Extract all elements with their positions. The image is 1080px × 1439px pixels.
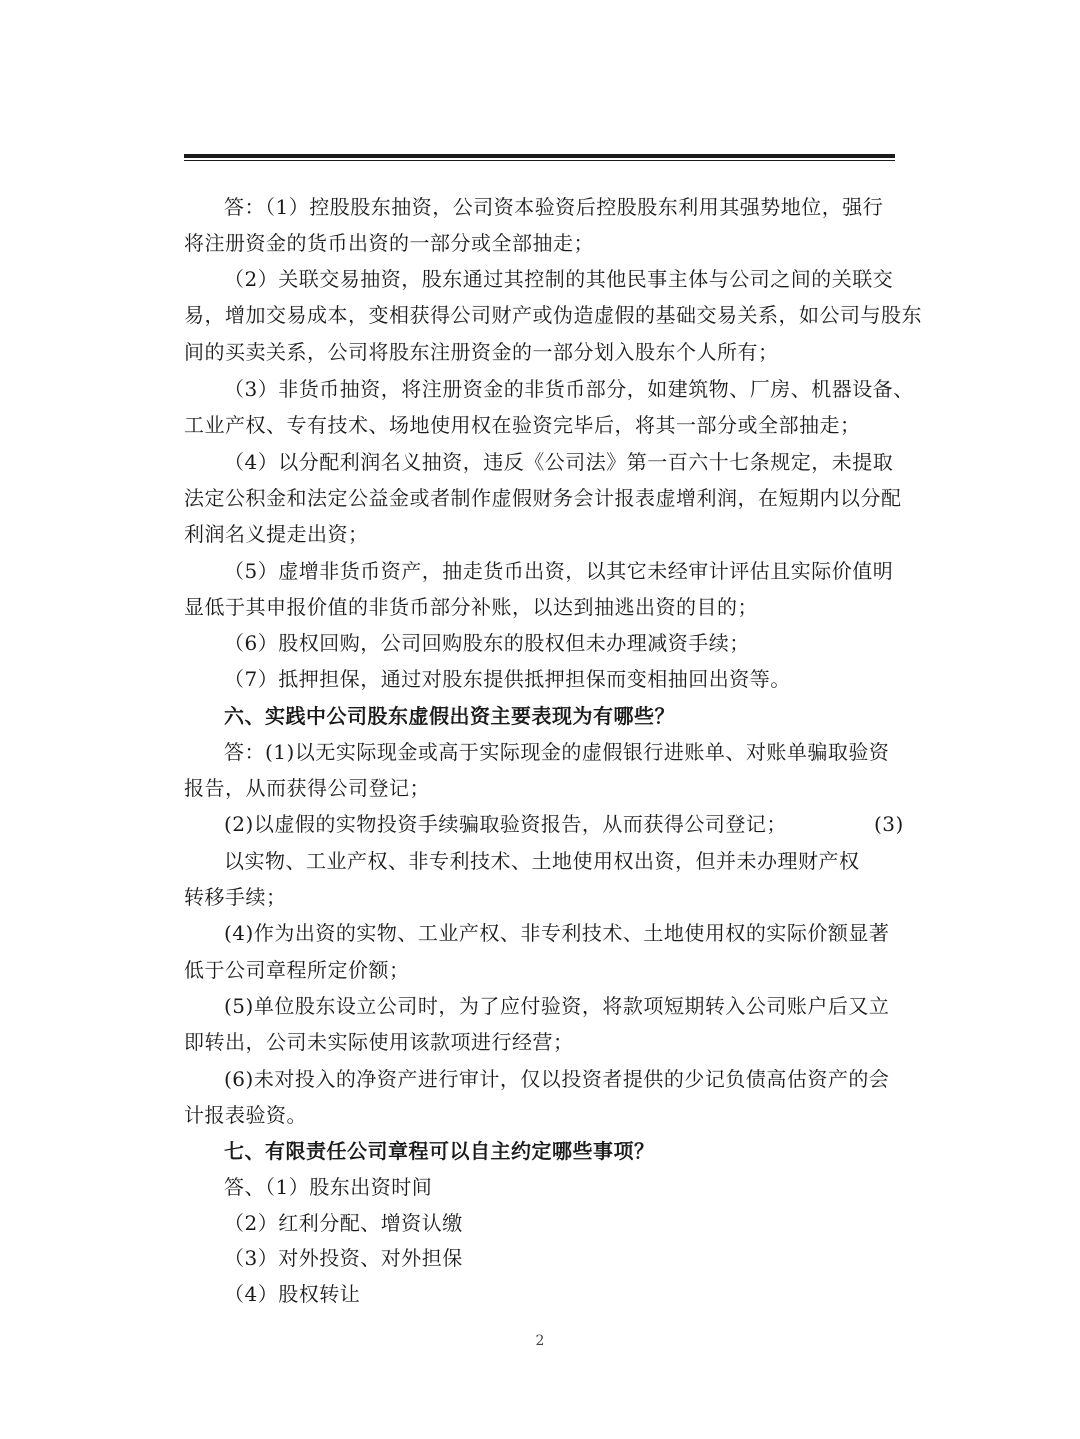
text-line: 转移手续； xyxy=(184,885,287,909)
text-line: 显低于其申报价值的非货币部分补账，以达到抽逃出资的目的； xyxy=(184,595,758,619)
header-rule-thin xyxy=(184,160,895,161)
text-line: （6）股权回购，公司回购股东的股权但未办理减资手续； xyxy=(224,631,750,655)
text-line: 以实物、工业产权、非专利技术、土地使用权出资，但并未办理财产权 xyxy=(224,849,860,873)
text-line: 将注册资金的货币出资的一部分或全部抽走； xyxy=(184,231,594,255)
text-line: (6)未对投入的净资产进行审计，仅以投资者提供的少记负债高估资产的会 xyxy=(224,1067,890,1091)
text-line: 答：(1)以无实际现金或高于实际现金的虚假银行进账单、对账单骗取验资 xyxy=(224,740,890,764)
text-line: 法定公积金和法定公益金或者制作虚假财务会计报表虚增利润，在短期内以分配 xyxy=(184,486,902,510)
text-line: （5）虚增非货币资产，抽走货币出资，以其它未经审计评估且实际价值明 xyxy=(224,559,894,583)
section-heading: 七、有限责任公司章程可以自主约定哪些事项？ xyxy=(224,1139,655,1163)
text-line: 易，增加交易成本，变相获得公司财产或伪造虚假的基础交易关系，如公司与股东 xyxy=(184,303,922,327)
text-line: （2）关联交易抽资，股东通过其控制的其他民事主体与公司之间的关联交 xyxy=(224,267,894,291)
text-line: 计报表验资。 xyxy=(184,1103,307,1127)
text-line: (4)作为出资的实物、工业产权、非专利技术、土地使用权的实际价额显著 xyxy=(224,921,890,945)
text-line: （3）非货币抽资，将注册资金的非货币部分，如建筑物、厂房、机器设备、 xyxy=(224,377,914,401)
text-line: 工业产权、专有技术、场地使用权在验资完毕后，将其一部分或全部抽走； xyxy=(184,413,861,437)
text-line: 利润名义提走出资； xyxy=(184,522,369,546)
text-line: 答、（1）股东出资时间 xyxy=(224,1175,433,1199)
text-line: 即转出，公司未实际使用该款项进行经营； xyxy=(184,1030,574,1054)
text-line: （3）对外投资、对外担保 xyxy=(224,1246,463,1270)
text-line: （7）抵押担保，通过对股东提供抵押担保而变相抽回出资等。 xyxy=(224,667,791,691)
text-line: 低于公司章程所定价额； xyxy=(184,958,410,982)
text-line: 答：（1）控股股东抽资，公司资本验资后控股股东利用其强势地位，强行 xyxy=(224,195,884,219)
text-line: （2）红利分配、增资认缴 xyxy=(224,1211,463,1235)
text-line: （4）股权转让 xyxy=(224,1282,361,1306)
text-line: (2)以虚假的实物投资手续骗取验资报告，从而获得公司登记； xyxy=(224,812,787,836)
text-line: 间的买卖关系，公司将股东注册资金的一部分划入股东个人所有； xyxy=(184,340,779,364)
text-line: (5)单位股东设立公司时，为了应付验资，将款项短期转入公司账户后又立 xyxy=(224,994,890,1018)
header-rule-thick xyxy=(184,154,895,158)
floating-label: (3) xyxy=(874,812,904,836)
section-heading: 六、实践中公司股东虚假出资主要表现为有哪些？ xyxy=(224,704,675,728)
text-line: 报告，从而获得公司登记； xyxy=(184,776,430,800)
page-number: 2 xyxy=(535,1333,545,1349)
text-line: （4）以分配利润名义抽资，违反《公司法》第一百六十七条规定，未提取 xyxy=(224,450,894,474)
